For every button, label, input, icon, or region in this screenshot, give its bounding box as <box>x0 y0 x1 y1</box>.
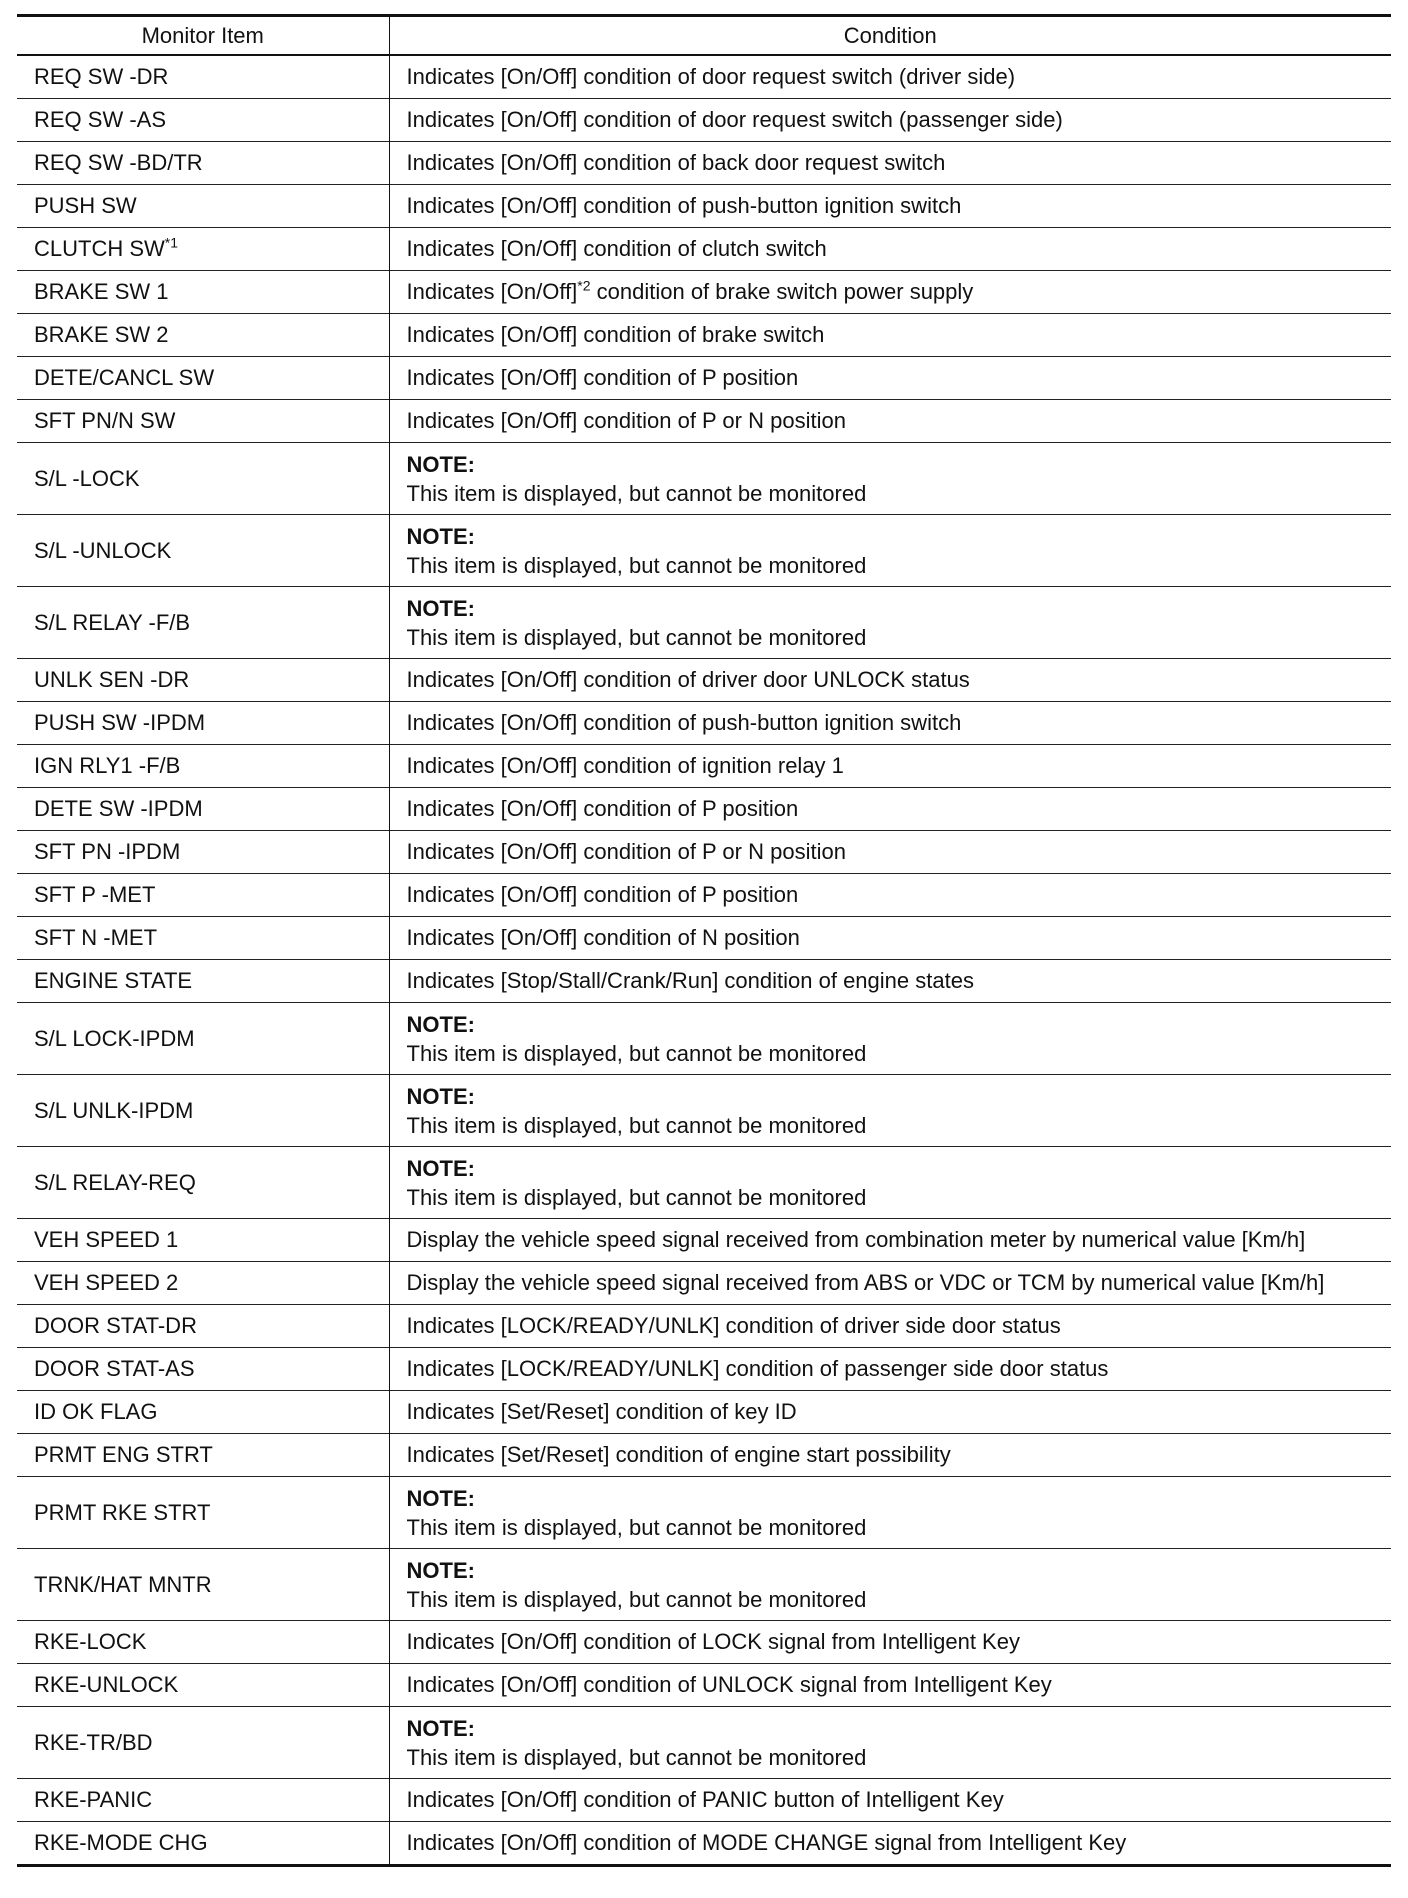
note-text: This item is displayed, but cannot be monitored <box>406 552 867 578</box>
monitor-item-cell <box>17 1549 389 1621</box>
monitor-item-cell <box>17 788 389 831</box>
monitor-item-cell <box>17 142 389 185</box>
condition-text: Indicates [On/Off] condition of back door request switch <box>406 150 946 175</box>
note-text: This item is displayed, but cannot be monitored <box>406 480 867 506</box>
monitor-item-label: PUSH SW -IPDM <box>34 710 206 735</box>
condition-text: condition of brake switch power supply <box>590 279 974 304</box>
monitor-item-cell <box>17 1003 389 1075</box>
condition-cell <box>389 1779 1391 1822</box>
condition-cell <box>389 1549 1391 1621</box>
condition-cell <box>389 1391 1391 1434</box>
monitor-item-label: S/L -LOCK <box>34 465 140 491</box>
note-text: This item is displayed, but cannot be monitored <box>406 1744 867 1770</box>
column-header-condition: Condition <box>389 16 1391 56</box>
condition-cell <box>389 659 1391 702</box>
monitor-item-label: SFT P -MET <box>34 882 156 907</box>
condition-text: Indicates [On/Off] condition of P or N position <box>406 408 846 433</box>
monitor-item-label: PUSH SW <box>34 193 137 218</box>
note-label: NOTE: <box>406 523 475 549</box>
table-row <box>17 587 1391 659</box>
note-label: NOTE: <box>406 1557 475 1583</box>
monitor-item-cell <box>17 1779 389 1822</box>
condition-text: Indicates [Set/Reset] condition of engine start possibility <box>406 1442 951 1467</box>
monitor-item-label: RKE-MODE CHG <box>34 1830 208 1855</box>
monitor-item-cell <box>17 1348 389 1391</box>
condition-text: Indicates [On/Off] condition of push-button ignition switch <box>406 710 962 735</box>
condition-cell <box>389 1305 1391 1348</box>
monitor-item-cell <box>17 271 389 314</box>
condition-cell <box>389 142 1391 185</box>
table-row <box>17 400 1391 443</box>
table-row <box>17 314 1391 357</box>
monitor-item-cell <box>17 400 389 443</box>
column-header-monitor-item: Monitor Item <box>17 16 389 56</box>
condition-text: Indicates [On/Off] condition of push-button ignition switch <box>406 193 962 218</box>
condition-text: Indicates [LOCK/READY/UNLK] condition of driver side door status <box>406 1313 1061 1338</box>
note-label: NOTE: <box>406 451 475 477</box>
monitor-item-label: CLUTCH SW <box>34 236 165 261</box>
condition-cell <box>389 357 1391 400</box>
note-label: NOTE: <box>406 1155 475 1181</box>
table-row <box>17 228 1391 271</box>
monitor-item-label: SFT N -MET <box>34 925 158 950</box>
condition-cell <box>389 1621 1391 1664</box>
monitor-item-label: ID OK FLAG <box>34 1399 158 1424</box>
table-row <box>17 917 1391 960</box>
table-row <box>17 1779 1391 1822</box>
monitor-item-cell <box>17 1434 389 1477</box>
condition-cell <box>389 99 1391 142</box>
table-row <box>17 1262 1391 1305</box>
condition-text: Indicates [On/Off] condition of P position <box>406 796 799 821</box>
footnote-marker: *2 <box>577 277 591 294</box>
table-row <box>17 1391 1391 1434</box>
condition-cell <box>389 1003 1391 1075</box>
monitor-item-label: BRAKE SW 1 <box>34 279 169 304</box>
note-label: NOTE: <box>406 595 475 621</box>
condition-text: Indicates [On/Off] condition of ignition relay 1 <box>406 753 844 778</box>
note-text: This item is displayed, but cannot be monitored <box>406 1184 867 1210</box>
condition-text: Indicates [On/Off] condition of P position <box>406 365 799 390</box>
condition-cell <box>389 55 1391 99</box>
condition-cell <box>389 745 1391 788</box>
monitor-item-label: S/L UNLK-IPDM <box>34 1097 194 1123</box>
note-label: NOTE: <box>406 1011 475 1037</box>
condition-cell <box>389 1075 1391 1147</box>
condition-cell <box>389 1664 1391 1707</box>
condition-text: Indicates [On/Off] condition of LOCK signal from Intelligent Key <box>406 1629 1020 1654</box>
footnote-marker: *1 <box>164 234 179 251</box>
table-row <box>17 1003 1391 1075</box>
condition-cell <box>389 702 1391 745</box>
monitor-item-cell <box>17 917 389 960</box>
condition-text: Indicates [On/Off] condition of driver door UNLOCK status <box>406 667 970 692</box>
table-row <box>17 99 1391 142</box>
condition-cell <box>389 1707 1391 1779</box>
monitor-item-cell <box>17 1664 389 1707</box>
monitor-item-cell <box>17 515 389 587</box>
monitor-item-label: ENGINE STATE <box>34 968 193 993</box>
monitor-item-label: RKE-PANIC <box>34 1787 153 1812</box>
condition-text: Indicates [On/Off] condition of UNLOCK signal from Intelligent Key <box>406 1672 1052 1697</box>
monitor-item-cell <box>17 1621 389 1664</box>
table-row <box>17 1549 1391 1621</box>
monitor-item-cell <box>17 1822 389 1866</box>
table-row <box>17 1348 1391 1391</box>
monitor-item-cell <box>17 1477 389 1549</box>
condition-text: Indicates [On/Off] condition of brake switch <box>406 322 825 347</box>
monitor-item-label: DOOR STAT-DR <box>34 1313 197 1338</box>
table-row <box>17 515 1391 587</box>
condition-cell <box>389 314 1391 357</box>
condition-cell <box>389 788 1391 831</box>
monitor-item-label: DOOR STAT-AS <box>34 1356 195 1381</box>
monitor-item-label: S/L -UNLOCK <box>34 537 172 563</box>
condition-cell <box>389 1822 1391 1866</box>
monitor-item-cell <box>17 587 389 659</box>
monitor-item-cell <box>17 1219 389 1262</box>
condition-text: Indicates [On/Off] condition of door request switch (driver side) <box>406 64 1016 89</box>
monitor-item-cell <box>17 874 389 917</box>
table-row <box>17 1822 1391 1866</box>
table-row <box>17 443 1391 515</box>
table-row <box>17 831 1391 874</box>
table-row <box>17 1147 1391 1219</box>
monitor-item-label: REQ SW -AS <box>34 107 167 132</box>
table-row <box>17 142 1391 185</box>
condition-cell <box>389 271 1391 314</box>
monitor-item-table <box>17 14 1391 1867</box>
table-row <box>17 960 1391 1003</box>
table-row <box>17 1305 1391 1348</box>
monitor-item-cell <box>17 443 389 515</box>
condition-text: Indicates [LOCK/READY/UNLK] condition of passenger side door status <box>406 1356 1109 1381</box>
condition-cell <box>389 960 1391 1003</box>
monitor-item-cell <box>17 960 389 1003</box>
monitor-item-cell <box>17 185 389 228</box>
monitor-item-label: S/L LOCK-IPDM <box>34 1025 195 1051</box>
note-label: NOTE: <box>406 1485 475 1511</box>
table-row <box>17 1477 1391 1549</box>
monitor-item-label: PRMT RKE STRT <box>34 1499 211 1525</box>
monitor-item-cell <box>17 1305 389 1348</box>
condition-text: Display the vehicle speed signal received from ABS or VDC or TCM by numerical value [Km/h] <box>406 1270 1325 1295</box>
monitor-item-cell <box>17 745 389 788</box>
condition-cell <box>389 1219 1391 1262</box>
monitor-item-label: REQ SW -BD/TR <box>34 150 203 175</box>
condition-cell <box>389 185 1391 228</box>
condition-text: Indicates [On/Off] condition of P or N position <box>406 839 846 864</box>
monitor-item-cell <box>17 357 389 400</box>
monitor-item-cell <box>17 659 389 702</box>
monitor-item-label: TRNK/HAT MNTR <box>34 1571 212 1597</box>
condition-cell <box>389 1348 1391 1391</box>
condition-cell <box>389 1147 1391 1219</box>
monitor-item-cell <box>17 99 389 142</box>
condition-text: Indicates [On/Off] condition of clutch switch <box>406 236 827 261</box>
note-label: NOTE: <box>406 1083 475 1109</box>
condition-text: Indicates [On/Off] condition of PANIC button of Intelligent Key <box>406 1787 1004 1812</box>
monitor-item-cell <box>17 228 389 271</box>
condition-cell <box>389 917 1391 960</box>
monitor-item-label: VEH SPEED 1 <box>34 1227 179 1252</box>
monitor-item-label: BRAKE SW 2 <box>34 322 169 347</box>
condition-cell <box>389 515 1391 587</box>
table-row <box>17 702 1391 745</box>
condition-text: Display the vehicle speed signal received from combination meter by numerical value [Km/h] <box>406 1227 1306 1252</box>
monitor-item-cell <box>17 1147 389 1219</box>
monitor-item-cell <box>17 831 389 874</box>
condition-text: Indicates [On/Off] condition of N position <box>406 925 800 950</box>
condition-cell <box>389 1434 1391 1477</box>
table-row <box>17 1434 1391 1477</box>
condition-cell <box>389 1262 1391 1305</box>
condition-text: Indicates [On/Off] <box>406 279 578 304</box>
condition-cell <box>389 831 1391 874</box>
condition-cell <box>389 400 1391 443</box>
table-header-row <box>17 16 1391 56</box>
table-row <box>17 745 1391 788</box>
table-row <box>17 1707 1391 1779</box>
monitor-item-label: SFT PN/N SW <box>34 408 176 433</box>
monitor-item-cell <box>17 314 389 357</box>
monitor-item-label: RKE-UNLOCK <box>34 1672 179 1697</box>
monitor-item-cell <box>17 1075 389 1147</box>
monitor-item-label: S/L RELAY -F/B <box>34 609 191 635</box>
condition-text: Indicates [Set/Reset] condition of key ID <box>406 1399 797 1424</box>
note-text: This item is displayed, but cannot be monitored <box>406 624 867 650</box>
monitor-item-label: IGN RLY1 -F/B <box>34 753 181 778</box>
monitor-item-cell <box>17 1391 389 1434</box>
table-row <box>17 788 1391 831</box>
table-row <box>17 1075 1391 1147</box>
table-row <box>17 874 1391 917</box>
monitor-item-cell <box>17 55 389 99</box>
monitor-item-label: VEH SPEED 2 <box>34 1270 179 1295</box>
table-row <box>17 659 1391 702</box>
monitor-item-label: PRMT ENG STRT <box>34 1442 213 1467</box>
monitor-item-label: RKE-LOCK <box>34 1629 147 1654</box>
monitor-item-label: UNLK SEN -DR <box>34 667 190 692</box>
condition-text: Indicates [On/Off] condition of door request switch (passenger side) <box>406 107 1063 132</box>
monitor-item-label: S/L RELAY-REQ <box>34 1169 196 1195</box>
condition-text: Indicates [Stop/Stall/Crank/Run] condition of engine states <box>406 968 974 993</box>
monitor-item-label: DETE/CANCL SW <box>34 365 215 390</box>
table-row <box>17 271 1391 314</box>
table-row <box>17 185 1391 228</box>
note-text: This item is displayed, but cannot be monitored <box>406 1112 867 1138</box>
condition-cell <box>389 874 1391 917</box>
condition-cell <box>389 228 1391 271</box>
condition-cell <box>389 587 1391 659</box>
condition-text: Indicates [On/Off] condition of P position <box>406 882 799 907</box>
table-row <box>17 55 1391 99</box>
monitor-item-label: REQ SW -DR <box>34 64 169 89</box>
note-label: NOTE: <box>406 1715 475 1741</box>
condition-cell <box>389 1477 1391 1549</box>
table-row <box>17 357 1391 400</box>
table-row <box>17 1621 1391 1664</box>
monitor-item-cell <box>17 702 389 745</box>
monitor-item-label: RKE-TR/BD <box>34 1729 153 1755</box>
condition-text: Indicates [On/Off] condition of MODE CHANGE signal from Intelligent Key <box>406 1830 1127 1855</box>
monitor-item-cell <box>17 1262 389 1305</box>
monitor-item-label: SFT PN -IPDM <box>34 839 181 864</box>
monitor-item-label: DETE SW -IPDM <box>34 796 203 821</box>
table-row <box>17 1219 1391 1262</box>
note-text: This item is displayed, but cannot be monitored <box>406 1586 867 1612</box>
table-row <box>17 1664 1391 1707</box>
note-text: This item is displayed, but cannot be monitored <box>406 1040 867 1066</box>
monitor-item-cell <box>17 1707 389 1779</box>
note-text: This item is displayed, but cannot be monitored <box>406 1514 867 1540</box>
condition-cell <box>389 443 1391 515</box>
